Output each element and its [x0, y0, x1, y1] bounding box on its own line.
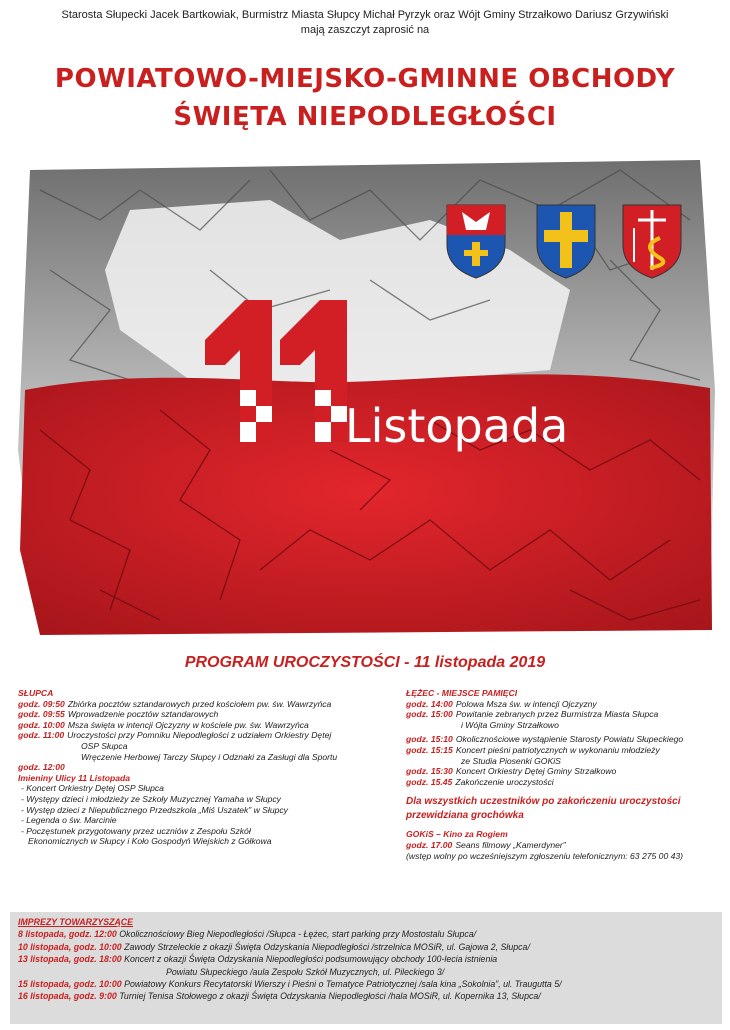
program-right-column	[406, 688, 721, 861]
list-item: godz. 15:15 Koncert pieśni patriotycznych w wykonaniu młodzieży	[406, 744, 660, 755]
event-row: 16 listopada, godz. 9:00 Turniej Tenisa Stołowego z okazji Święta Odzyskania Niepodległości /hala MOSiR, ul. Kopernika 13, Słupca/	[18, 991, 541, 1002]
list-item: godz. 15:00 Powitanie zebranych przez Burmistrza Miasta Słupca	[406, 709, 659, 720]
section-imieniny: Imieniny Ulicy 11 Listopada	[18, 772, 131, 783]
note-line-2: przewidziana grochówka	[406, 810, 524, 822]
list-item-cont: OSP Słupca	[81, 740, 128, 751]
list-item-cont: Wręczenie Herbowej Tarczy Słupcy i Odznaki za Zasługi dla Sportu	[81, 751, 338, 762]
intro-text	[0, 8, 730, 37]
program-left-column	[18, 688, 403, 847]
list-item: godz. 17.00 Seans filmowy „Kamerdyner”	[406, 839, 566, 850]
bullet-item: - Legenda o św. Marcinie	[21, 815, 117, 826]
list-item: godz. 15:30 Koncert Orkiestry Dętej Gminy Strzałkowo	[406, 766, 617, 777]
list-item: godz. 10:00 Msza święta w intencji Ojczyzny w kościele pw. św. Wawrzyńca	[18, 719, 309, 730]
hero-image	[10, 150, 720, 645]
event-row: 10 listopada, godz. 10:00 Zawody Strzeleckie z okazji Święta Odzyskania Niepodległości /strzelnica MOSiR, ul. Gajowa 2, Słupca/	[18, 941, 530, 952]
intro-line-2: mają zaszczyt zaprosić na	[300, 23, 430, 36]
list-item: godz. 14:00 Polowa Msza św. w intencji Ojczyzny	[406, 698, 597, 709]
program-title: PROGRAM UROCZYSTOŚCI - 11 listopada 2019	[184, 654, 546, 671]
intro-line-1: Starosta Słupecki Jacek Bartkowiak, Burmistrz Miasta Słupcy Michał Pyrzyk oraz Wójt Gminy Strzałkowo Dariusz Grzywiński	[61, 9, 669, 21]
list-item: godz. 11:00 Uroczystości przy Pomniku Niepodległości z udziałem Orkiestry Dętej	[18, 730, 332, 741]
list-item: godz. 15.45 Zakończenie uroczystości	[406, 776, 554, 787]
event-row: 8 listopada, godz. 12:00 Okolicznościowy Bieg Niepodległości /Słupca - Łężec, start parking przy Mostostalu Słupca/	[18, 929, 477, 940]
event-row-cont: Powiatu Słupeckiego /aula Zespołu Szkół Muzycznych, ul. Pileckiego 3/	[166, 966, 445, 977]
bullet-item: - Występy dzieci i młodzieży ze Szkoły Muzycznej Yamaha w Słupcy	[21, 793, 281, 804]
list-item: godz. 09:55 Wprowadzenie pocztów sztandarowych	[18, 709, 219, 720]
list-item: godz. 15:10 Okolicznościowe wystąpienie Starosty Powiatu Słupeckiego	[406, 734, 684, 745]
title-line-2: ŚWIĘTA NIEPODLEGŁOŚCI	[173, 102, 557, 132]
time-12: godz. 12:00	[18, 762, 65, 773]
section-lezec: ŁĘŻEC - MIEJSCE PAMIĘCI	[406, 688, 518, 698]
event-row: 15 listopada, godz. 10:00 Powiatowy Konkurs Recytatorski Wierszy i Pieśni o Tematyce Patriotycznej /sala kina „Sokolnia”, ul. Traugutta 5/	[18, 979, 562, 990]
date-month-text: Listopada	[345, 399, 569, 453]
bullet-item: - Występ dzieci z Niepublicznego Przedszkola „Miś Uszatek” w Słupcy	[21, 804, 288, 815]
list-item-cont: i Wójta Gminy Strzałkowo	[461, 719, 559, 730]
list-item: godz. 09:50 Zbiórka pocztów sztandarowych przed kościołem pw. św. Wawrzyńca	[18, 698, 332, 709]
kino-note: (wstęp wolny po wcześniejszym zgłoszeniu telefonicznym: 63 275 00 43)	[406, 850, 684, 861]
section-slupca: SŁUPCA	[18, 688, 54, 698]
side-events-box	[10, 912, 722, 1024]
side-events-title: IMPREZY TOWARZYSZĄCE	[18, 917, 134, 927]
event-row: 13 listopada, godz. 18:00 Koncert z okazji Święta Odzyskania Niepodległości podsumowujący obchody 100-lecia istnienia	[18, 954, 498, 965]
section-kino: GOKiS – Kino za Rogiem	[406, 829, 508, 840]
title-line-1: POWIATOWO-MIEJSKO-GMINNE OBCHODY	[54, 64, 676, 94]
list-item-cont: ze Studia Piosenki GOKiS	[461, 755, 561, 766]
bullet-item-cont: Ekonomicznych w Słupcy i Koło Gospodyń Wiejskich z Gółkowa	[28, 836, 272, 847]
bullet-item: - Koncert Orkiestry Dętej OSP Słupca	[21, 783, 164, 794]
note-line-1: Dla wszystkich uczestników po zakończeniu uroczystości	[406, 796, 681, 808]
bullet-item: - Poczęstunek przygotowany przez uczniów z Zespołu Szkół	[21, 825, 251, 836]
